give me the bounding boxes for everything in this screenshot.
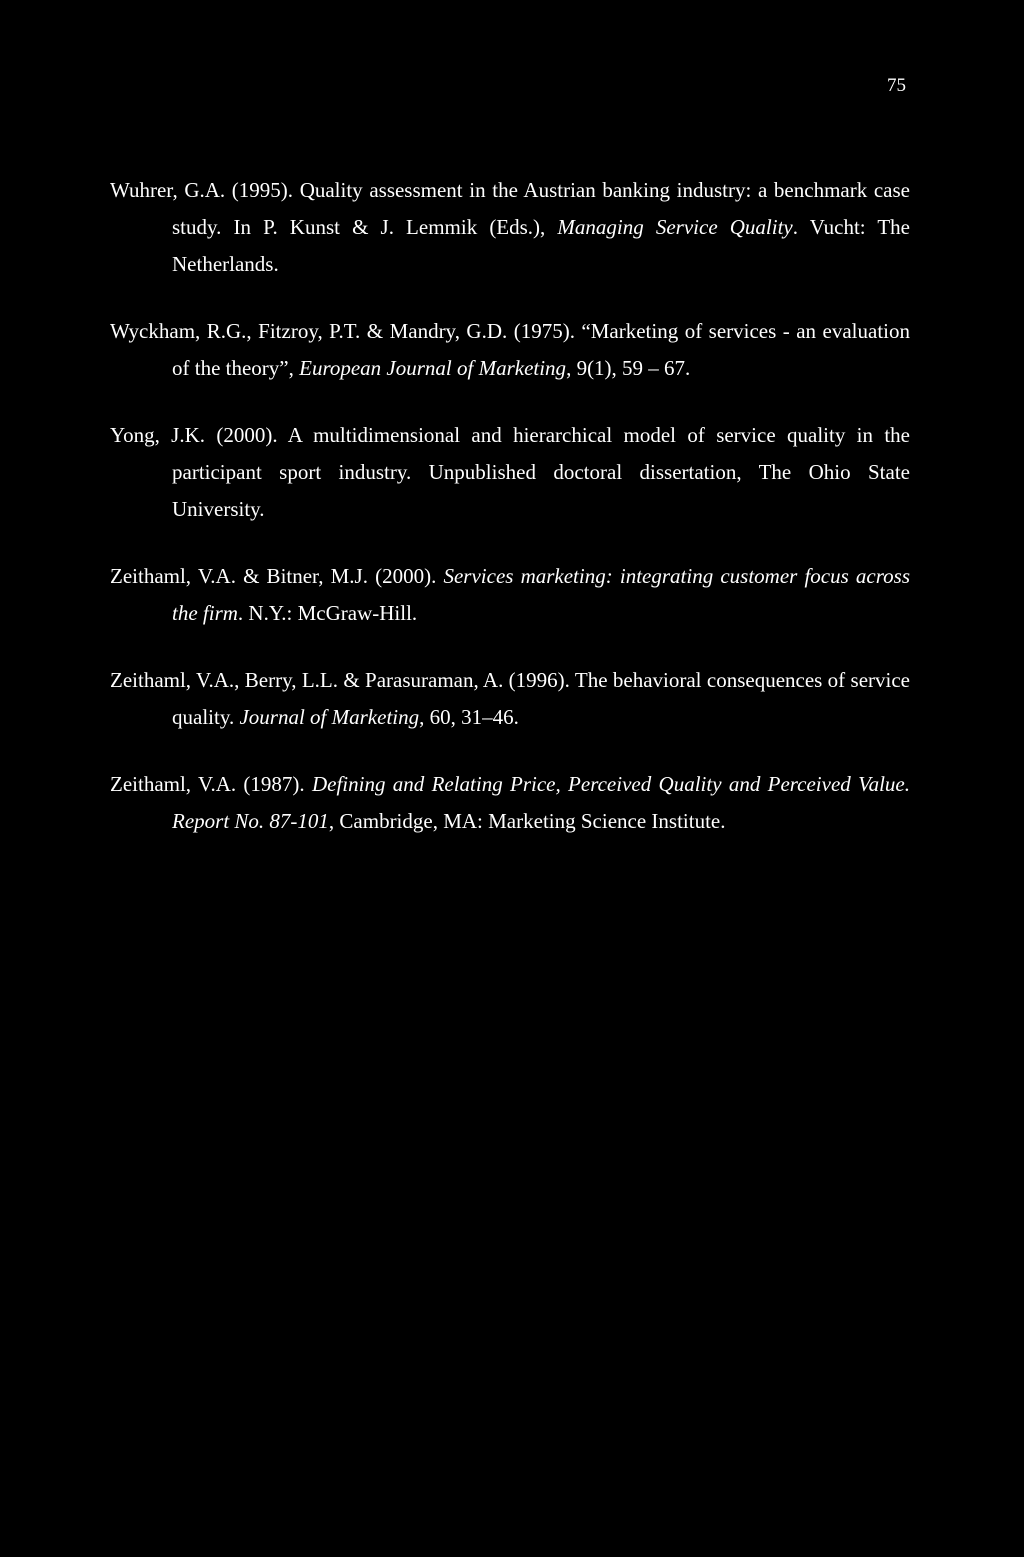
reference-yong-2000	[110, 417, 910, 528]
reference-details: , 60, 31–46.	[419, 705, 519, 729]
reference-text: Zeithaml, V.A. & Bitner, M.J. (2000).	[110, 564, 444, 588]
reference-title: European Journal of Marketing	[299, 356, 567, 380]
reference-zeithaml-berry-1996	[110, 662, 910, 736]
reference-zeithaml-1987	[110, 766, 910, 840]
reference-text: Wyckham, R.G., Fitzroy, P.T. & Mandry, G.D. (1975). “Marketing of services - an evaluation of the theory”,	[110, 319, 910, 380]
reference-text: Zeithaml, V.A., Berry, L.L. & Parasuraman, A. (1996). The behavioral consequences of service quality.	[110, 668, 910, 729]
reference-text: Yong, J.K. (2000). A multidimensional and hierarchical model of service quality in the participant sport industry. Unpublished doctoral dissertation, The Ohio State University.	[110, 423, 910, 521]
reference-list	[110, 172, 910, 870]
reference-details: , 9(1), 59 – 67.	[566, 356, 691, 380]
reference-details: . N.Y.: McGraw-Hill.	[237, 601, 418, 625]
reference-title: Managing Service Quality	[557, 215, 793, 239]
reference-title: Journal of Marketing	[239, 705, 420, 729]
page-number: 75	[887, 75, 906, 96]
reference-wuhrer-1995	[110, 172, 910, 283]
reference-zeithaml-bitner-2000	[110, 558, 910, 632]
reference-title: Defining and Relating Price, Perceived Quality and Perceived Value. Report No. 87-101	[172, 772, 910, 833]
reference-text: Wuhrer, G.A. (1995). Quality assessment in the Austrian banking industry: a benchmark case study. In P. Kunst & J. Lemmik (Eds.),	[110, 178, 910, 239]
reference-wyckham-1975	[110, 313, 910, 387]
reference-text: Zeithaml, V.A. (1987).	[110, 772, 312, 796]
reference-details: . Vucht: The Netherlands.	[172, 215, 910, 276]
reference-title: Services marketing: integrating customer focus across the firm	[172, 564, 910, 625]
reference-details: , Cambridge, MA: Marketing Science Institute.	[328, 809, 726, 833]
